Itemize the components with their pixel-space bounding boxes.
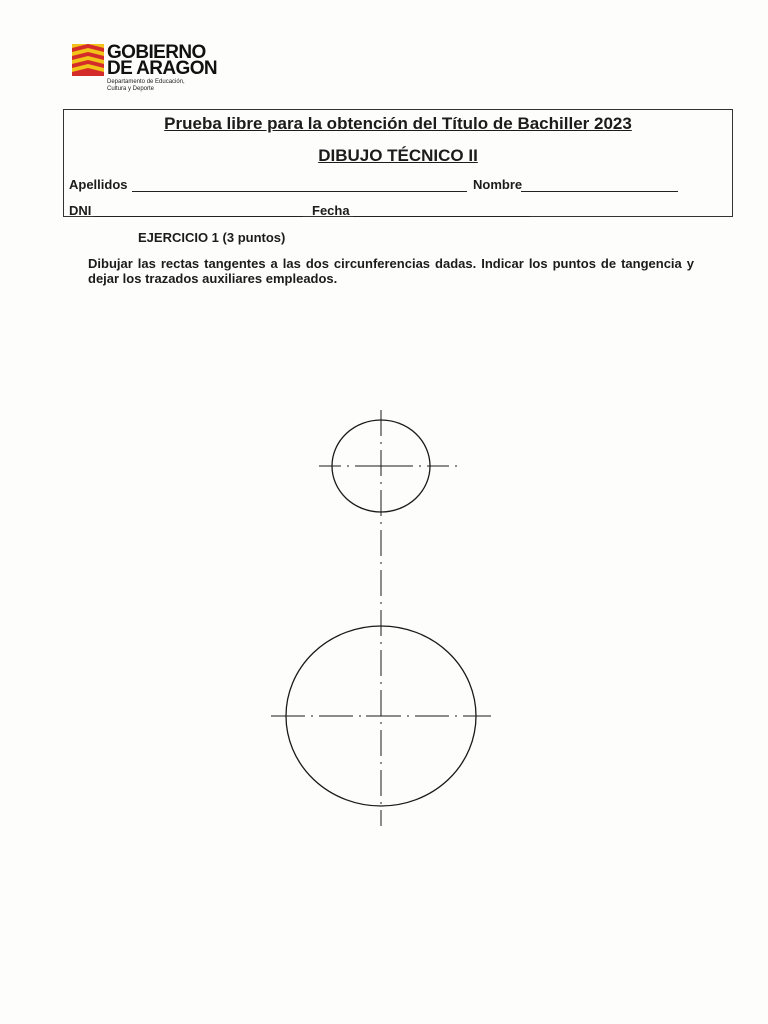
logo-department: Departamento de Educación, Cultura y Deporte	[107, 79, 185, 92]
dni-label: DNI	[69, 203, 92, 218]
logo-text-line1: GOBIERNO	[107, 42, 206, 63]
apellidos-label: Apellidos	[69, 177, 128, 192]
fecha-label: Fecha	[312, 203, 350, 218]
exam-subject: DIBUJO TÉCNICO II	[318, 146, 478, 165]
exercise-instructions: Dibujar las rectas tangentes a las dos circunferencias dadas. Indicar los puntos de tangencia y dejar los trazados auxiliares empleados.	[88, 256, 694, 286]
exercise-title: EJERCICIO 1 (3 puntos)	[138, 230, 286, 245]
logo-text-line2: DE ARAGON	[107, 58, 218, 79]
nombre-label: Nombre	[473, 177, 523, 192]
exam-title: Prueba libre para la obtención del Título de Bachiller 2023	[164, 114, 632, 133]
